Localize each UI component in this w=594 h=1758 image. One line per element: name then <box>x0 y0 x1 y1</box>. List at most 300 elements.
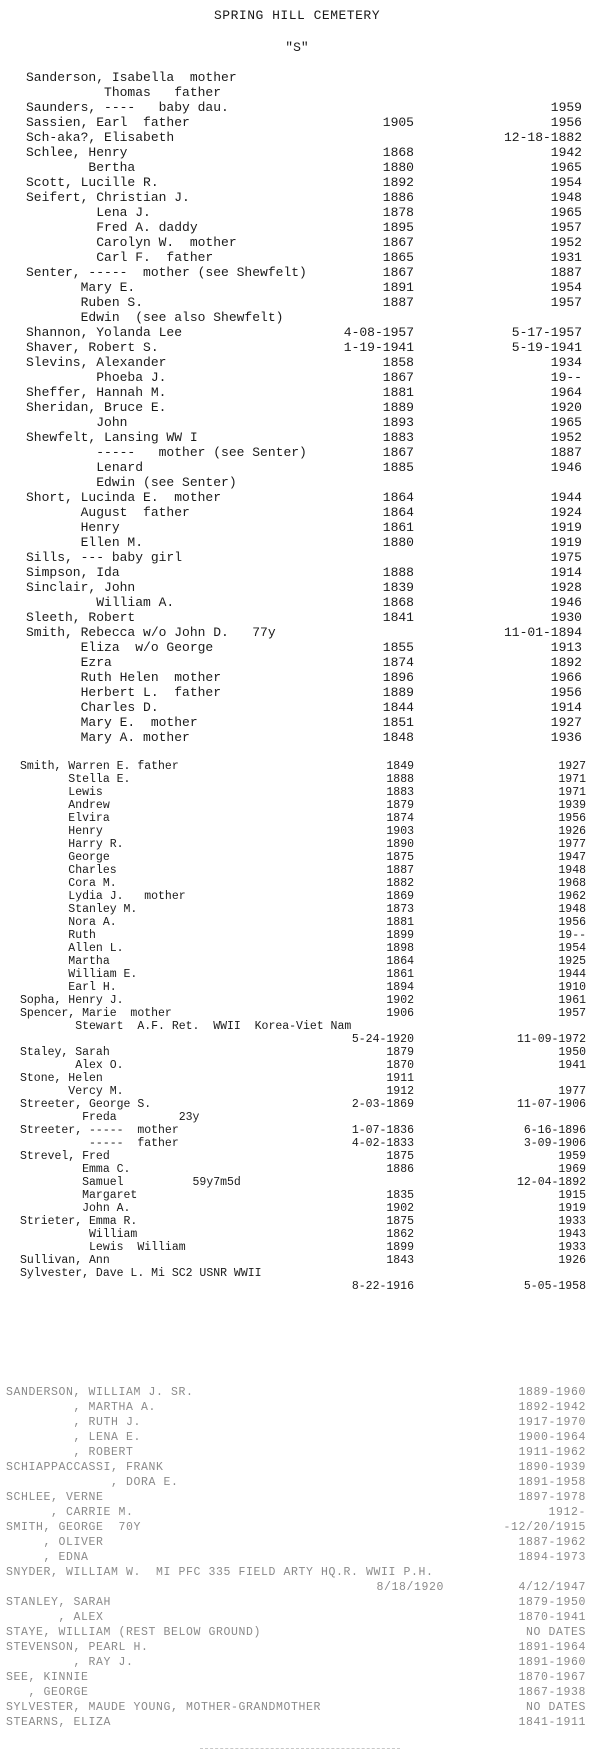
record-row <box>0 1476 594 1490</box>
record-row <box>0 115 594 130</box>
record-row <box>0 1020 594 1033</box>
record-death-date: 1911-1962 <box>518 1446 586 1459</box>
record-name: Shewfelt, Lansing WW I <box>26 430 198 445</box>
record-name: Charles D. <box>26 700 159 715</box>
record-birth-date: 4-02-1833 <box>351 1137 414 1150</box>
record-row <box>0 877 594 890</box>
record-death-date: 1931 <box>550 250 582 265</box>
record-row <box>0 415 594 430</box>
record-death-date: 1919 <box>550 520 582 535</box>
record-name: Allen L. <box>20 942 124 955</box>
record-name: , ROBERT <box>6 1446 134 1459</box>
record-name: Stone, Helen <box>20 1072 103 1085</box>
record-name: Ruth Helen mother <box>26 670 222 685</box>
record-death-date: 1948 <box>550 190 582 205</box>
record-name: Earl H. <box>20 981 117 994</box>
record-name: Andrew <box>20 799 110 812</box>
section-letter: "S" <box>285 40 309 55</box>
record-row <box>0 812 594 825</box>
record-birth-date: 1888 <box>386 773 414 786</box>
record-death-date: 1968 <box>558 877 586 890</box>
record-row <box>0 799 594 812</box>
record-death-date: 1966 <box>550 670 582 685</box>
record-name: Mary A. mother <box>26 730 190 745</box>
record-death-date: 1915 <box>558 1189 586 1202</box>
record-birth-date: 1864 <box>382 490 414 505</box>
record-row <box>0 786 594 799</box>
record-name: Saunders, ---- baby dau. <box>26 100 229 115</box>
record-death-date: 1924 <box>550 505 582 520</box>
record-name: , CARRIE M. <box>6 1506 134 1519</box>
record-birth-date: 1885 <box>382 460 414 475</box>
record-name: Margaret <box>20 1189 138 1202</box>
record-death-date: 1894-1973 <box>518 1551 586 1564</box>
record-birth-date: 1899 <box>386 929 414 942</box>
record-birth-date: 1896 <box>382 670 414 685</box>
record-name: William E. <box>20 968 138 981</box>
record-birth-date: 1855 <box>382 640 414 655</box>
record-row <box>0 190 594 205</box>
record-name: Nora A. <box>20 916 117 929</box>
record-birth-date: 1867 <box>382 235 414 250</box>
record-death-date: 19-- <box>558 929 586 942</box>
record-row <box>0 1111 594 1124</box>
record-name: Simpson, Ida <box>26 565 120 580</box>
record-row <box>0 955 594 968</box>
record-name: ----- mother (see Senter) <box>26 445 307 460</box>
record-death-date: 1917-1970 <box>518 1416 586 1429</box>
record-row <box>0 1098 594 1111</box>
record-row <box>0 1241 594 1254</box>
record-death-date: 1941 <box>558 1059 586 1072</box>
record-name: Edwin (see Senter) <box>26 475 237 490</box>
record-birth-date: 1875 <box>386 1150 414 1163</box>
record-row <box>0 1267 594 1280</box>
record-name: Edwin (see also Shewfelt) <box>26 310 284 325</box>
record-birth-date: 1864 <box>386 955 414 968</box>
record-row <box>0 370 594 385</box>
record-name: Cora M. <box>20 877 117 890</box>
record-row <box>0 1163 594 1176</box>
record-row <box>0 1137 594 1150</box>
record-row <box>0 295 594 310</box>
record-birth-date: 1903 <box>386 825 414 838</box>
record-birth-date: 1865 <box>382 250 414 265</box>
record-name: Short, Lucinda E. mother <box>26 490 222 505</box>
record-birth-date: 1898 <box>386 942 414 955</box>
record-birth-date: 1883 <box>382 430 414 445</box>
record-row <box>0 1007 594 1020</box>
record-name: Sopha, Henry J. <box>20 994 124 1007</box>
record-death-date: 6-16-1896 <box>523 1124 586 1137</box>
record-death-date: 1961 <box>558 994 586 1007</box>
record-death-date: 1977 <box>558 838 586 851</box>
record-death-date: 1928 <box>550 580 582 595</box>
record-death-date: 1925 <box>558 955 586 968</box>
record-row <box>0 1033 594 1046</box>
record-row <box>0 1626 594 1640</box>
record-row <box>0 685 594 700</box>
record-death-date: 1964 <box>550 385 582 400</box>
record-name: Sheridan, Bruce E. <box>26 400 167 415</box>
record-name: Henry <box>20 825 103 838</box>
record-death-date: 12-04-1892 <box>516 1176 586 1189</box>
record-name: , EDNA <box>6 1551 89 1564</box>
record-death-date: 1950 <box>558 1046 586 1059</box>
record-birth-date: 1870 <box>386 1059 414 1072</box>
record-row <box>0 355 594 370</box>
record-birth-date: 1848 <box>382 730 414 745</box>
record-death-date: 11-07-1906 <box>516 1098 586 1111</box>
record-name: Vercy M. <box>20 1085 124 1098</box>
record-row <box>0 1046 594 1059</box>
record-name: SYLVESTER, MAUDE YOUNG, MOTHER-GRANDMOTHER <box>6 1701 322 1714</box>
record-name: Stella E. <box>20 773 131 786</box>
record-birth-date: 8/18/1920 <box>376 1581 444 1594</box>
record-death-date: 1892 <box>550 655 582 670</box>
record-name: Slevins, Alexander <box>26 355 167 370</box>
record-birth-date: 1881 <box>382 385 414 400</box>
record-death-date: 1965 <box>550 160 582 175</box>
record-death-date: 1870-1941 <box>518 1611 586 1624</box>
record-birth-date: 1875 <box>386 1215 414 1228</box>
record-name: Shaver, Robert S. <box>26 340 159 355</box>
record-row <box>0 205 594 220</box>
record-name: Mary E. mother <box>26 715 198 730</box>
record-name: Ellen M. <box>26 535 144 550</box>
record-death-date: 1971 <box>558 786 586 799</box>
record-death-date: 1957 <box>558 1007 586 1020</box>
record-name: Eliza w/o George <box>26 640 214 655</box>
record-death-date: 1919 <box>558 1202 586 1215</box>
record-death-date: 1927 <box>550 715 582 730</box>
record-death-date: 1879-1950 <box>518 1596 586 1609</box>
record-death-date: 1936 <box>550 730 582 745</box>
record-death-date: 1959 <box>558 1150 586 1163</box>
record-death-date: 1912- <box>548 1506 586 1519</box>
record-death-date: 3-09-1906 <box>523 1137 586 1150</box>
record-row <box>0 610 594 625</box>
record-death-date: 1956 <box>550 685 582 700</box>
record-birth-date: 1891 <box>382 280 414 295</box>
record-row <box>0 1641 594 1655</box>
record-birth-date: 1-07-1836 <box>351 1124 414 1137</box>
record-row <box>0 929 594 942</box>
record-birth-date: 1873 <box>386 903 414 916</box>
record-name: SANDERSON, WILLIAM J. SR. <box>6 1386 194 1399</box>
record-death-date: 5-17-1957 <box>511 325 582 340</box>
record-birth-date: 1-19-1941 <box>343 340 414 355</box>
record-name: Lena J. <box>26 205 151 220</box>
record-name: Seifert, Christian J. <box>26 190 190 205</box>
record-name: STAYE, WILLIAM (REST BELOW GROUND) <box>6 1626 262 1639</box>
record-name: Carl F. father <box>26 250 214 265</box>
record-birth-date: 1858 <box>382 355 414 370</box>
record-row <box>0 1671 594 1685</box>
record-birth-date: 1868 <box>382 145 414 160</box>
record-row <box>0 1150 594 1163</box>
record-birth-date: 4-08-1957 <box>343 325 414 340</box>
record-birth-date: 8-22-1916 <box>351 1280 414 1293</box>
record-death-date: 1887 <box>550 445 582 460</box>
record-row <box>0 70 594 85</box>
record-death-date: 1946 <box>550 460 582 475</box>
record-death-date: 1952 <box>550 235 582 250</box>
record-row <box>0 838 594 851</box>
record-row <box>0 773 594 786</box>
record-row <box>0 1656 594 1670</box>
record-death-date: 1927 <box>558 760 586 773</box>
record-name: , LENA E. <box>6 1431 142 1444</box>
record-name: SNYDER, WILLIAM W. MI PFC 335 FIELD ARTY HQ.R. WWII P.H. <box>6 1566 434 1579</box>
record-name: , RAY J. <box>6 1656 134 1669</box>
record-row <box>0 903 594 916</box>
record-birth-date: 1912 <box>386 1085 414 1098</box>
record-row <box>0 715 594 730</box>
record-birth-date: 1879 <box>386 1046 414 1059</box>
record-death-date: NO DATES <box>525 1626 586 1639</box>
record-death-date: 1889-1960 <box>518 1386 586 1399</box>
record-death-date: 1943 <box>558 1228 586 1241</box>
record-death-date: 11-09-1972 <box>516 1033 586 1046</box>
record-row <box>0 325 594 340</box>
record-birth-date: 1849 <box>386 760 414 773</box>
record-row <box>0 85 594 100</box>
record-name: , GEORGE <box>6 1686 89 1699</box>
record-name: Strieter, Emma R. <box>20 1215 138 1228</box>
record-death-date: 1913 <box>550 640 582 655</box>
record-row <box>0 625 594 640</box>
record-birth-date: 1889 <box>382 685 414 700</box>
record-death-date: 1969 <box>558 1163 586 1176</box>
record-name: Lewis William <box>20 1241 186 1254</box>
record-row <box>0 1254 594 1267</box>
record-death-date: 1944 <box>558 968 586 981</box>
record-name: Staley, Sarah <box>20 1046 110 1059</box>
record-birth-date: 1867 <box>382 265 414 280</box>
record-row <box>0 916 594 929</box>
record-name: Lenard <box>26 460 144 475</box>
record-birth-date: 1881 <box>386 916 414 929</box>
record-row <box>0 1581 594 1595</box>
record-name: Spencer, Marie mother <box>20 1007 172 1020</box>
record-name: , ALEX <box>6 1611 104 1624</box>
record-death-date: 1954 <box>558 942 586 955</box>
record-birth-date: 1867 <box>382 370 414 385</box>
record-name: Ezra <box>26 655 112 670</box>
record-row <box>0 1716 594 1730</box>
record-row <box>0 460 594 475</box>
record-row <box>0 385 594 400</box>
record-row <box>0 864 594 877</box>
record-birth-date: 1911 <box>386 1072 414 1085</box>
record-birth-date: 5-24-1920 <box>351 1033 414 1046</box>
record-name: Emma C. <box>20 1163 131 1176</box>
record-death-date: 1971 <box>558 773 586 786</box>
record-row <box>0 730 594 745</box>
record-row <box>0 340 594 355</box>
record-name: Sassien, Earl father <box>26 115 190 130</box>
record-name: Sullivan, Ann <box>20 1254 110 1267</box>
record-name: Stewart A.F. Ret. WWII Korea-Viet Nam <box>20 1020 352 1033</box>
record-birth-date: 1864 <box>382 505 414 520</box>
record-row <box>0 175 594 190</box>
record-row <box>0 430 594 445</box>
record-birth-date: 1892 <box>382 175 414 190</box>
record-birth-date: 1861 <box>386 968 414 981</box>
record-death-date: 1947 <box>558 851 586 864</box>
record-name: SCHLEE, VERNE <box>6 1491 104 1504</box>
record-name: Elvira <box>20 812 110 825</box>
record-birth-date: 1875 <box>386 851 414 864</box>
record-name: John <box>26 415 128 430</box>
record-name: , RUTH J. <box>6 1416 142 1429</box>
record-name: STANLEY, SARAH <box>6 1596 112 1609</box>
record-death-date: 1944 <box>550 490 582 505</box>
record-row <box>0 1202 594 1215</box>
record-birth-date: 1880 <box>382 535 414 550</box>
record-name: Harry R. <box>20 838 124 851</box>
record-death-date: 1962 <box>558 890 586 903</box>
record-death-date: 1933 <box>558 1241 586 1254</box>
record-death-date: 1910 <box>558 981 586 994</box>
record-death-date: 5-19-1941 <box>511 340 582 355</box>
record-name: Bertha <box>26 160 136 175</box>
record-row <box>0 1072 594 1085</box>
record-name: Smith, Warren E. father <box>20 760 179 773</box>
record-death-date: 11-01-1894 <box>503 625 582 640</box>
record-name: STEVENSON, PEARL H. <box>6 1641 149 1654</box>
record-birth-date: 1887 <box>382 295 414 310</box>
record-birth-date: 1841 <box>382 610 414 625</box>
record-row <box>0 1446 594 1460</box>
record-name: STEARNS, ELIZA <box>6 1716 112 1729</box>
record-row <box>0 700 594 715</box>
record-name: Senter, ----- mother (see Shewfelt) <box>26 265 307 280</box>
record-death-date: 1887-1962 <box>518 1536 586 1549</box>
record-name: Martha <box>20 955 110 968</box>
record-birth-date: 1890 <box>386 838 414 851</box>
record-death-date: 1891-1960 <box>518 1656 586 1669</box>
record-death-date: 1914 <box>550 565 582 580</box>
record-row <box>0 1059 594 1072</box>
record-name: John A. <box>20 1202 131 1215</box>
record-row <box>0 280 594 295</box>
record-row <box>0 1611 594 1625</box>
record-death-date: 1952 <box>550 430 582 445</box>
record-death-date: -12/20/1915 <box>503 1521 586 1534</box>
record-name: Smith, Rebecca w/o John D. 77y <box>26 625 276 640</box>
record-row <box>0 1461 594 1475</box>
record-name: Alex O. <box>20 1059 124 1072</box>
record-row <box>0 1401 594 1415</box>
record-birth-date: 1874 <box>382 655 414 670</box>
record-row <box>0 445 594 460</box>
record-death-date: 1919 <box>550 535 582 550</box>
record-name: Sleeth, Robert <box>26 610 136 625</box>
record-death-date: 1954 <box>550 175 582 190</box>
record-row <box>0 1551 594 1565</box>
record-death-date: 1957 <box>550 220 582 235</box>
record-birth-date: 1902 <box>386 994 414 1007</box>
record-death-date: 12-18-1882 <box>503 130 582 145</box>
record-birth-date: 1899 <box>386 1241 414 1254</box>
record-row <box>0 760 594 773</box>
record-death-date: 1939 <box>558 799 586 812</box>
record-name: Sanderson, Isabella mother <box>26 70 237 85</box>
record-death-date: 1930 <box>550 610 582 625</box>
record-name: Stanley M. <box>20 903 138 916</box>
record-row <box>0 1085 594 1098</box>
record-death-date: 1957 <box>550 295 582 310</box>
record-name: , MARTHA A. <box>6 1401 157 1414</box>
record-name: Ruben S. <box>26 295 144 310</box>
record-name: Sylvester, Dave L. Mi SC2 USNR WWII <box>20 1267 262 1280</box>
record-birth-date: 1878 <box>382 205 414 220</box>
record-birth-date: 1887 <box>386 864 414 877</box>
record-death-date: 1897-1978 <box>518 1491 586 1504</box>
record-death-date: 1926 <box>558 825 586 838</box>
record-name: SEE, KINNIE <box>6 1671 89 1684</box>
record-row <box>0 1228 594 1241</box>
record-death-date: 1956 <box>550 115 582 130</box>
record-row <box>0 994 594 1007</box>
record-row <box>0 1596 594 1610</box>
record-death-date: 1890-1939 <box>518 1461 586 1474</box>
record-birth-date: 1868 <box>382 595 414 610</box>
record-death-date: 1867-1938 <box>518 1686 586 1699</box>
record-name: Streeter, George S. <box>20 1098 152 1111</box>
record-birth-date: 1879 <box>386 799 414 812</box>
record-row <box>0 1536 594 1550</box>
record-name: William <box>20 1228 138 1241</box>
record-name: Sch-aka?, Elisabeth <box>26 130 175 145</box>
record-name: ----- father <box>20 1137 179 1150</box>
record-death-date: 1942 <box>550 145 582 160</box>
record-row <box>0 400 594 415</box>
record-birth-date: 1839 <box>382 580 414 595</box>
record-death-date: 1891-1964 <box>518 1641 586 1654</box>
record-name: Ruth <box>20 929 96 942</box>
record-name: , DORA E. <box>6 1476 179 1489</box>
record-row <box>0 1416 594 1430</box>
record-death-date: 1975 <box>550 550 582 565</box>
record-row <box>0 655 594 670</box>
record-row <box>0 1176 594 1189</box>
record-death-date: 1946 <box>550 595 582 610</box>
record-row <box>0 981 594 994</box>
record-row <box>0 1124 594 1137</box>
record-death-date: 1926 <box>558 1254 586 1267</box>
record-row <box>0 220 594 235</box>
record-death-date: 1841-1911 <box>518 1716 586 1729</box>
record-death-date: 1933 <box>558 1215 586 1228</box>
record-row <box>0 535 594 550</box>
record-row <box>0 130 594 145</box>
record-birth-date: 1851 <box>382 715 414 730</box>
record-birth-date: 1888 <box>382 565 414 580</box>
record-death-date: 1892-1942 <box>518 1401 586 1414</box>
record-birth-date: 1883 <box>386 786 414 799</box>
record-row <box>0 1491 594 1505</box>
record-birth-date: 1882 <box>386 877 414 890</box>
record-birth-date: 1835 <box>386 1189 414 1202</box>
record-death-date: 1977 <box>558 1085 586 1098</box>
record-name: Charles <box>20 864 117 877</box>
record-death-date: NO DATES <box>525 1701 586 1714</box>
record-death-date: 4/12/1947 <box>518 1581 586 1594</box>
record-row <box>0 825 594 838</box>
